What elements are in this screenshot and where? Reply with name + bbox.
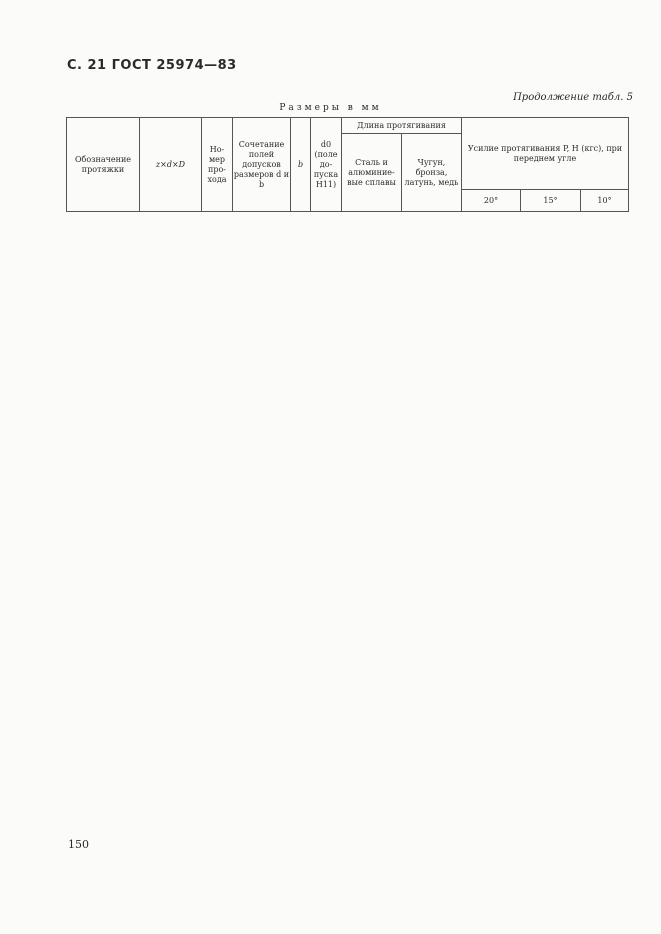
broach-table (66, 117, 629, 212)
col-designation: Обозначение протяжки (67, 118, 140, 212)
page-number: 150 (68, 838, 89, 851)
col-d0: d0 (поле до- пуска H11) (311, 118, 342, 212)
continuation-label: Продолжение табл. 5 (513, 92, 633, 103)
col-length-iron: Чугун, бронза, латунь, медь (402, 134, 462, 212)
col-length-steel: Сталь и алюминие- вые сплавы (342, 134, 402, 212)
col-tolerance: Сочетание полей допусков размеров d и b (233, 118, 291, 212)
col-length-group: Длина протягивания (342, 118, 462, 134)
col-pass: Но- мер про- хода (202, 118, 233, 212)
col-angle-15: 15° (521, 190, 581, 212)
col-angle-20: 20° (462, 190, 521, 212)
col-zdD: z×d×D (140, 118, 202, 212)
page-header: С. 21 ГОСТ 25974—83 (67, 58, 237, 73)
col-force-group: Усилие протягивания P, Н (кгс), при переднем угле (462, 118, 629, 190)
col-angle-10: 10° (581, 190, 629, 212)
col-b: b (291, 118, 311, 212)
dimensions-note: Размеры в мм (279, 103, 382, 113)
